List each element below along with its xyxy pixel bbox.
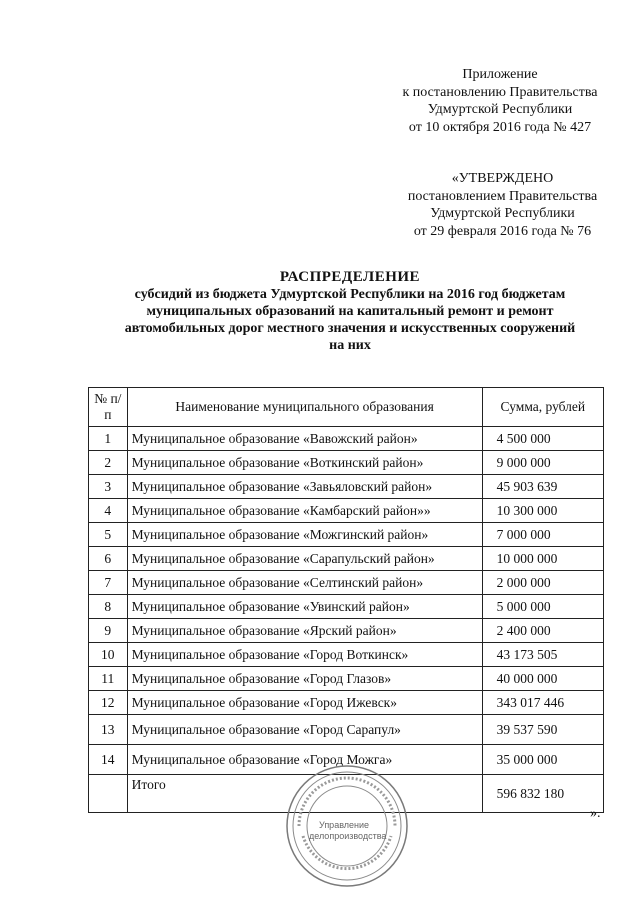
title-line-4: на них	[329, 338, 371, 353]
row-name: Муниципальное образование «Город Сарапул»	[127, 715, 482, 745]
approved-line-4: от 29 февраля 2016 года № 76	[413, 223, 592, 239]
total-num-cell	[89, 775, 128, 813]
row-num: 1	[89, 427, 128, 451]
table-row	[89, 667, 604, 691]
row-num: 8	[89, 595, 128, 619]
row-num: 10	[89, 643, 128, 667]
official-seal	[283, 762, 411, 890]
seal-text-1: Управление	[319, 820, 370, 830]
approved-line-3: Удмуртской Республики	[430, 206, 575, 221]
row-num: 3	[89, 475, 128, 499]
row-num: 4	[89, 499, 128, 523]
table-row	[89, 475, 604, 499]
row-sum: 40 000 000	[482, 667, 603, 691]
row-sum: 45 903 639	[482, 475, 603, 499]
row-name: Муниципальное образование «Город Воткинск»	[127, 643, 482, 667]
table-row	[89, 715, 604, 745]
appendix-line-3: Удмуртской Республики	[427, 102, 573, 117]
header-num: № п/п	[89, 388, 128, 427]
title-line-2: муниципальных образований на капитальный ремонт и ремонт	[146, 304, 554, 319]
title-line-1: субсидий из бюджета Удмуртской Республики на 2016 год бюджетам	[134, 287, 566, 302]
row-num: 11	[89, 667, 128, 691]
table-row	[89, 643, 604, 667]
row-num: 13	[89, 715, 128, 745]
row-sum: 10 300 000	[482, 499, 603, 523]
appendix-block	[385, 66, 615, 136]
appendix-line-2: к постановлению Правительства	[402, 84, 598, 100]
header-sum: Сумма, рублей	[482, 388, 603, 427]
row-sum: 2 400 000	[482, 619, 603, 643]
row-name: Муниципальное образование «Можгинский район»	[127, 523, 482, 547]
row-sum: 343 017 446	[482, 691, 603, 715]
table-row	[89, 451, 604, 475]
approved-line-1: «УТВЕРЖДЕНО	[451, 171, 554, 186]
row-name: Муниципальное образование «Город Глазов»	[127, 667, 482, 691]
row-name: Муниципальное образование «Вавожский район»	[127, 427, 482, 451]
total-label: Итого	[127, 775, 482, 813]
row-sum: 2 000 000	[482, 571, 603, 595]
row-name: Муниципальное образование «Селтинский район»	[127, 571, 482, 595]
row-sum: 4 500 000	[482, 427, 603, 451]
row-sum: 5 000 000	[482, 595, 603, 619]
subsidy-table	[88, 387, 604, 813]
row-num: 6	[89, 547, 128, 571]
row-sum: 43 173 505	[482, 643, 603, 667]
table-row	[89, 499, 604, 523]
row-name: Муниципальное образование «Ярский район»	[127, 619, 482, 643]
seal-text-2: делопроизводства	[309, 831, 387, 841]
row-num: 5	[89, 523, 128, 547]
row-sum: 9 000 000	[482, 451, 603, 475]
table-row	[89, 427, 604, 451]
row-name: Муниципальное образование «Город Можга»	[127, 745, 482, 775]
row-num: 14	[89, 745, 128, 775]
row-name: Муниципальное образование «Город Ижевск»	[127, 691, 482, 715]
title-line-3: автомобильных дорог местного значения и искусственных сооружений	[124, 321, 576, 336]
row-num: 12	[89, 691, 128, 715]
total-sum: 596 832 180	[482, 775, 603, 813]
approved-line-2: постановлением Правительства	[407, 188, 598, 204]
row-name: Муниципальное образование «Увинский район»	[127, 595, 482, 619]
document-title	[95, 268, 605, 354]
row-name: Муниципальное образование «Камбарский район»»	[127, 499, 482, 523]
appendix-line-4: от 10 октября 2016 года № 427	[408, 119, 592, 135]
row-sum: 39 537 590	[482, 715, 603, 745]
row-num: 9	[89, 619, 128, 643]
table-row	[89, 595, 604, 619]
row-name: Муниципальное образование «Воткинский район»	[127, 451, 482, 475]
approved-block	[395, 170, 610, 240]
appendix-line-1: Приложение	[462, 67, 538, 82]
row-num: 2	[89, 451, 128, 475]
row-num: 7	[89, 571, 128, 595]
table-row	[89, 691, 604, 715]
row-name: Муниципальное образование «Завьяловский район»	[127, 475, 482, 499]
closing-quote: ».	[590, 806, 601, 821]
row-name: Муниципальное образование «Сарапульский район»	[127, 547, 482, 571]
row-sum: 10 000 000	[482, 547, 603, 571]
header-name: Наименование муниципального образования	[127, 388, 482, 427]
table-row	[89, 547, 604, 571]
title-heading: РАСПРЕДЕЛЕНИЕ	[279, 269, 421, 285]
row-sum: 7 000 000	[482, 523, 603, 547]
table-row	[89, 571, 604, 595]
table-header-row	[89, 388, 604, 427]
row-sum: 35 000 000	[482, 745, 603, 775]
table-row	[89, 619, 604, 643]
table-row	[89, 523, 604, 547]
